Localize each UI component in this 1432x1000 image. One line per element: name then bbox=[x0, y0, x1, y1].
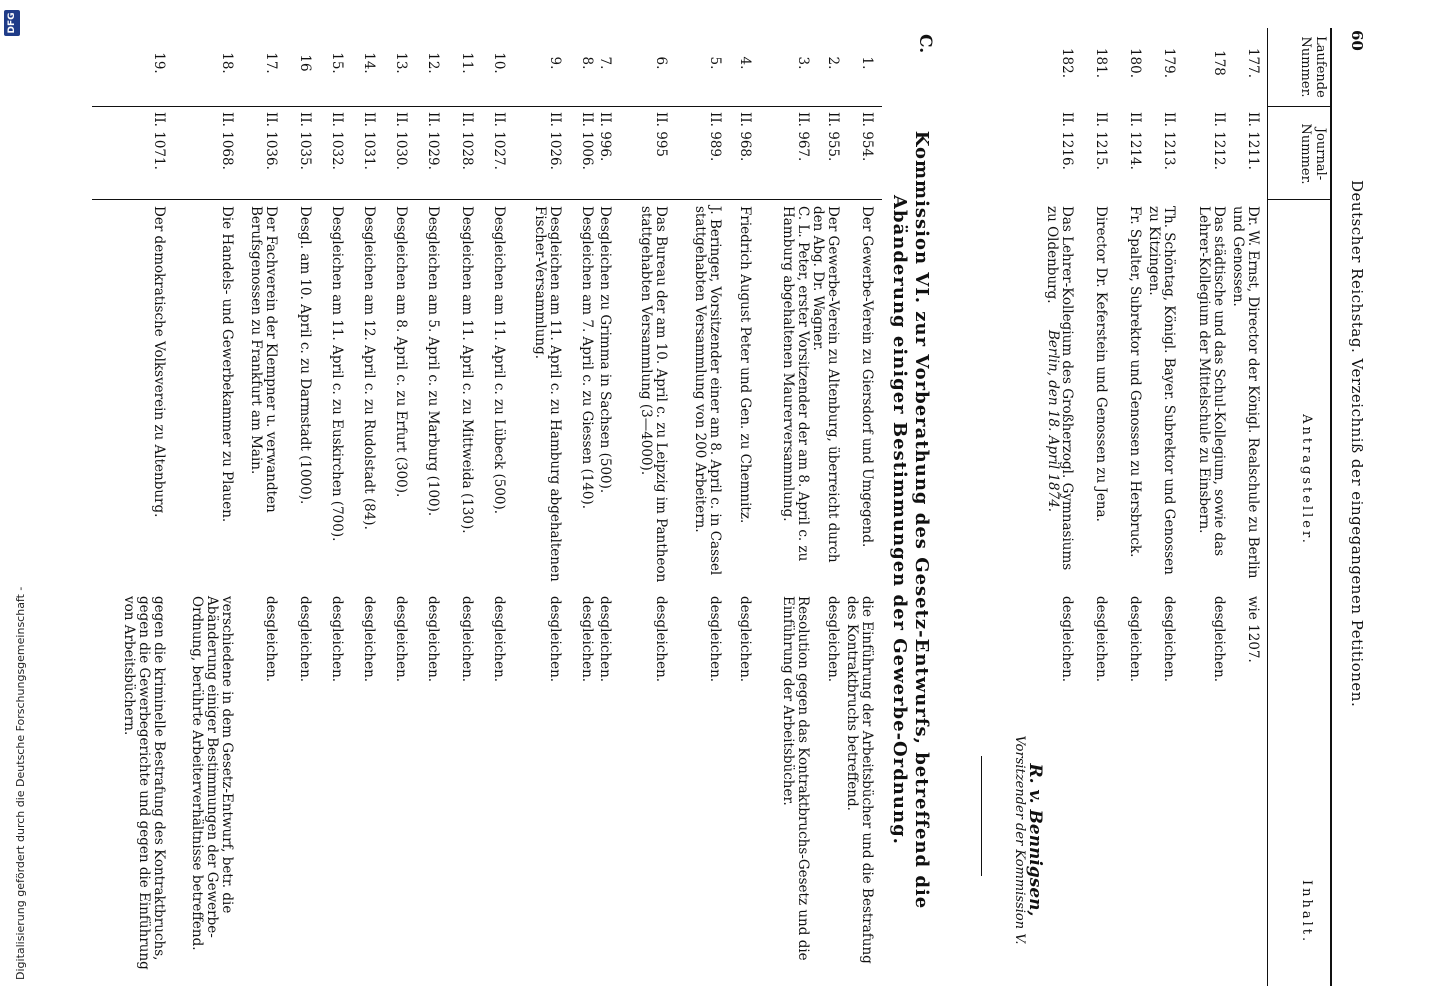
document-page bbox=[82, 0, 1372, 1000]
antragsteller-cell: Desgleichen am 11. April c. zu Lübeck (500). bbox=[491, 206, 507, 515]
antragsteller-cell: Desgleichen am 8. April c. zu Erfurt (300). bbox=[393, 206, 409, 498]
laufende-nummer-cell: 10. bbox=[491, 52, 507, 74]
journal-nummer-cell: II. 1213. bbox=[1161, 112, 1177, 170]
laufende-nummer-cell: 178 bbox=[1211, 50, 1227, 76]
antragsteller-cell: Fr. Spalter, Subrektor und Genossen zu Hersbruck. bbox=[1127, 206, 1143, 558]
antragsteller-cell: Desgleichen am 7. April c. zu Giessen (140). bbox=[579, 206, 595, 510]
laufende-nummer-cell: 18. bbox=[219, 52, 235, 74]
journal-nummer-cell: II. 1030. bbox=[393, 112, 409, 170]
laufende-nummer-cell: 14. bbox=[361, 52, 377, 74]
inhalt-cell: desgleichen. bbox=[1127, 596, 1143, 683]
antragsteller-cell: Desgleichen am 11. April c. zu Euskirchen (700). bbox=[329, 206, 345, 542]
journal-nummer-cell: II. 1071. bbox=[151, 112, 167, 170]
antragsteller-cell: Der demokratische Volksverein zu Altenburg. bbox=[151, 206, 167, 518]
antragsteller-cell: Desgl. am 10. April c. zu Darmstadt (1000). bbox=[297, 206, 313, 505]
inhalt-cell: desgleichen. bbox=[579, 596, 595, 683]
antragsteller-cell: Desgleichen am 5. April c. zu Marburg (100). bbox=[425, 206, 441, 517]
inhalt-cell: desgleichen. bbox=[393, 596, 409, 683]
journal-nummer-cell: II. 1214. bbox=[1127, 112, 1143, 170]
header-rule bbox=[1267, 28, 1268, 986]
dfg-logo: DFG bbox=[4, 10, 20, 36]
laufende-nummer-cell: 6. bbox=[653, 56, 669, 70]
antragsteller-cell: Desgleichen am 11. April c. zu Mittweida (130). bbox=[459, 206, 475, 534]
antragsteller-cell: Der Fachverein der Klempner u. verwandten Berufsgenossen zu Frankfurt am Main. bbox=[248, 206, 279, 513]
inhalt-cell: gegen die kriminelle Bestrafung des Kontraktbruchs, gegen die Gewerbegerichte und gegen die Einführung von Arbeitsbüchern. bbox=[121, 596, 167, 970]
laufende-nummer-cell: 9. bbox=[547, 56, 563, 70]
inhalt-cell: desgleichen. bbox=[425, 596, 441, 683]
laufende-nummer-cell: 19. bbox=[151, 52, 167, 74]
inhalt-cell: desgleichen. bbox=[1211, 596, 1227, 683]
journal-nummer-cell: II. 1028. bbox=[459, 112, 475, 170]
laufende-nummer-cell: 177. bbox=[1245, 47, 1261, 79]
journal-nummer-cell: II. 954. bbox=[859, 112, 875, 162]
column-divider bbox=[92, 199, 882, 200]
inhalt-cell: desgleichen. bbox=[825, 596, 841, 683]
antragsteller-cell: Das Lehrer-Kollegium des Großherzogl. Gymnasiums zu Oldenburg. bbox=[1044, 206, 1075, 571]
inhalt-cell: desgleichen. bbox=[737, 596, 753, 683]
antragsteller-cell: J. Beringer, Vorsitzender einer am 8. April c. in Cassel stattgehabten Versammlung von 200 Arbeitern. bbox=[692, 206, 723, 576]
laufende-nummer-cell: 16 bbox=[297, 54, 313, 72]
antragsteller-cell: Director Dr. Keferstein und Genossen zu Jena. bbox=[1093, 206, 1109, 522]
inhalt-cell: desgleichen. bbox=[547, 596, 563, 683]
page-number: 60 bbox=[1348, 30, 1366, 51]
inhalt-cell: desgleichen. bbox=[597, 596, 613, 683]
laufende-nummer-cell: 17. bbox=[263, 52, 279, 74]
journal-nummer-cell: II. 1216. bbox=[1059, 112, 1075, 170]
inhalt-cell: desgleichen. bbox=[1093, 596, 1109, 683]
section-letter: C. bbox=[915, 34, 935, 54]
inhalt-cell: desgleichen. bbox=[297, 596, 313, 683]
journal-nummer-cell: II. 1211. bbox=[1245, 112, 1261, 170]
section-separator bbox=[981, 756, 982, 876]
laufende-nummer-cell: 7. bbox=[597, 56, 613, 70]
journal-nummer-cell: II. 1068. bbox=[219, 112, 235, 170]
journal-nummer-cell: II. 1027. bbox=[491, 112, 507, 170]
antragsteller-cell: Friedrich August Peter und Gen. zu Chemnitz. bbox=[737, 206, 753, 524]
running-title: Deutscher Reichstag. Verzeichniß der eingegangenen Petitionen. bbox=[1348, 180, 1366, 708]
journal-nummer-cell: II. 1212. bbox=[1211, 112, 1227, 170]
digitization-note: Digitalisierung gefördert durch die Deutsche Forschungsgemeinschaft - bbox=[14, 586, 27, 980]
header-inhalt: Inhalt. bbox=[1299, 880, 1314, 945]
header-text: Nummer. bbox=[1298, 123, 1313, 185]
antragsteller-cell: Desgleichen zu Grimma in Sachsen (500). bbox=[597, 206, 613, 494]
inhalt-cell: desgleichen. bbox=[1161, 596, 1177, 683]
top-rule bbox=[1330, 28, 1332, 986]
laufende-nummer-cell: 180. bbox=[1127, 47, 1143, 79]
inhalt-cell: desgleichen. bbox=[263, 596, 279, 683]
laufende-nummer-cell: 15. bbox=[329, 52, 345, 74]
laufende-nummer-cell: 3. bbox=[795, 56, 811, 70]
header-laufende-nummer bbox=[1270, 28, 1328, 106]
antragsteller-cell: Die Handels- und Gewerbekammer zu Plauen. bbox=[219, 206, 235, 523]
laufende-nummer-cell: 1. bbox=[859, 56, 875, 70]
antragsteller-cell: Der Gewerbe-Verein zu Giersdorf und Umgegend. bbox=[859, 206, 875, 548]
antragsteller-cell: Das städtische und das Schul-Kollegium, sowie das Lehrer-Kollegium der Mittelschule zu Einsbern. bbox=[1196, 206, 1227, 556]
signature-block bbox=[1012, 700, 1045, 980]
journal-nummer-cell: II. 1036. bbox=[263, 112, 279, 170]
journal-nummer-cell: II. 996. bbox=[597, 112, 613, 162]
laufende-nummer-cell: 5. bbox=[707, 56, 723, 70]
section-title: Kommission VI. zur Vorberathung des Gesetz-Entwurfs, betreffend die Abänderung einiger Bestimmungen der Gewerbe-Ordnung. bbox=[889, 130, 932, 910]
inhalt-cell: desgleichen. bbox=[329, 596, 345, 683]
laufende-nummer-cell: 4. bbox=[737, 56, 753, 70]
digitization-sidebar bbox=[0, 0, 27, 1000]
inhalt-cell: verschiedene in dem Gesetz-Entwurf, betr. die Abänderung einiger Bestimmungen der Gewerbe-Ordnung, berührte Arbeiterverhältnisse betreffend. bbox=[189, 596, 235, 951]
journal-nummer-cell: II. 1215. bbox=[1093, 112, 1109, 170]
inhalt-cell: desgleichen. bbox=[459, 596, 475, 683]
column-divider bbox=[1268, 106, 1330, 107]
antragsteller-cell: Th. Schöntag, Königl. Bayer. Subrektor und Genossen zu Kitzingen. bbox=[1146, 206, 1177, 575]
journal-nummer-cell: II. 967. bbox=[795, 112, 811, 162]
antragsteller-cell: Das Bureau der am 10. April c. zu Leipzig im Pantheon stattgehabten Versammlung (3—4000). bbox=[638, 206, 669, 583]
laufende-nummer-cell: 182. bbox=[1059, 47, 1075, 79]
laufende-nummer-cell: 181. bbox=[1093, 47, 1109, 79]
laufende-nummer-cell: 11. bbox=[459, 52, 475, 74]
antragsteller-cell: Dr. W. Ernst, Director der Königl. Realschule zu Berlin und Genossen. bbox=[1230, 206, 1261, 579]
header-journal-nummer bbox=[1270, 110, 1328, 198]
place-date: Berlin, den 18. April 1874. bbox=[1045, 330, 1061, 513]
journal-nummer-cell: II. 1032. bbox=[329, 112, 345, 170]
journal-nummer-cell: II. 968. bbox=[737, 112, 753, 162]
signature-name: R. v. Bennigsen, bbox=[1025, 763, 1045, 917]
inhalt-cell: desgleichen. bbox=[1059, 596, 1075, 683]
laufende-nummer-cell: 2. bbox=[825, 56, 841, 70]
column-divider bbox=[1268, 199, 1330, 200]
signature-role: Vorsitzender der Kommission V. bbox=[1012, 735, 1027, 945]
journal-nummer-cell: II. 1006. bbox=[579, 112, 595, 170]
header-text: Laufende bbox=[1313, 36, 1328, 98]
inhalt-cell: desgleichen. bbox=[361, 596, 377, 683]
laufende-nummer-cell: 8. bbox=[579, 56, 595, 70]
antragsteller-cell: Der Gewerbe-Verein zu Altenburg, überreicht durch den Abg. Dr. Wagner. bbox=[810, 206, 841, 563]
antragsteller-cell: Desgleichen am 11. April c. zu Hamburg abgehaltenen Fischer-Versammlung. bbox=[532, 206, 563, 582]
laufende-nummer-cell: 13. bbox=[393, 52, 409, 74]
inhalt-cell: Resolution gegen das Kontraktbruchs-Gesetz und die Einführung der Arbeitsbücher. bbox=[780, 596, 811, 961]
running-head bbox=[1338, 30, 1364, 982]
antragsteller-cell: C. L. Peter, erster Vorsitzender der am 8. April c. zu Hamburg abgehaltenen Maurerversammlung. bbox=[780, 206, 811, 562]
inhalt-cell: wie 1207. bbox=[1245, 596, 1261, 663]
journal-nummer-cell: II. 1031. bbox=[361, 112, 377, 170]
laufende-nummer-cell: 12. bbox=[425, 52, 441, 74]
antragsteller-cell: Desgleichen am 12. April c. zu Rudolstadt (84). bbox=[361, 206, 377, 530]
inhalt-cell: die Einführung der Arbeitsbücher und die Bestrafung des Kontraktbruchs betreffend. bbox=[844, 596, 875, 964]
inhalt-cell: desgleichen. bbox=[653, 596, 669, 683]
journal-nummer-cell: II. 955. bbox=[825, 112, 841, 162]
column-divider bbox=[92, 106, 882, 107]
header-text: Journal- bbox=[1313, 127, 1328, 181]
laufende-nummer-cell: 179. bbox=[1161, 47, 1177, 79]
journal-nummer-cell: II. 1035. bbox=[297, 112, 313, 170]
journal-nummer-cell: II. 995 bbox=[653, 112, 669, 158]
inhalt-cell: desgleichen. bbox=[707, 596, 723, 683]
journal-nummer-cell: II. 1029. bbox=[425, 112, 441, 170]
header-text: Nummer. bbox=[1298, 36, 1313, 98]
header-antragsteller: Antragsteller. bbox=[1299, 414, 1314, 546]
inhalt-cell: desgleichen. bbox=[491, 596, 507, 683]
journal-nummer-cell: II. 989. bbox=[707, 112, 723, 162]
journal-nummer-cell: II. 1026. bbox=[547, 112, 563, 170]
